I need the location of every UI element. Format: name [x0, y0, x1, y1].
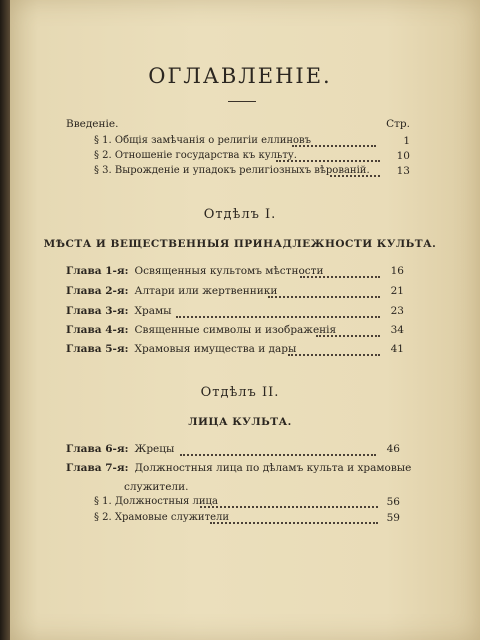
chapter-title: Храмы — [134, 305, 172, 317]
chapter-label: Глава 1-я: — [66, 265, 129, 277]
chapter-label: Глава 6-я: — [66, 443, 129, 455]
chapter-7 — [66, 462, 411, 474]
page-column-header: Стр. — [386, 118, 410, 130]
intro-section-1-page: 1 — [403, 135, 410, 147]
chapter-7-section-1: § 1. Должностныя лица — [94, 496, 218, 507]
part-2-title: Отдѣлъ II. — [200, 385, 280, 400]
leader-dots — [176, 316, 380, 318]
part-1-title: Отдѣлъ I. — [203, 207, 277, 222]
part-2-heading: ЛИЦА КУЛЬТА. — [188, 416, 292, 428]
leader-dots — [268, 296, 380, 298]
chapter-7-continuation: служители. — [124, 481, 189, 493]
chapter-7-section-1-page: 56 — [386, 496, 400, 508]
chapter-label: Глава 7-я: — [66, 462, 129, 474]
intro-label: Введеніе. — [66, 118, 119, 130]
part-1-heading: МѢСТА И ВЕЩЕСТВЕННЫЯ ПРИНАДЛЕЖНОСТИ КУЛЬТА. — [43, 238, 437, 250]
chapter-1-page: 16 — [390, 265, 404, 277]
book-spine-edge — [0, 0, 10, 640]
leader-dots — [210, 522, 378, 524]
chapter-3 — [66, 305, 172, 317]
leader-dots — [288, 354, 380, 356]
chapter-7-section-2-page: 59 — [386, 512, 400, 524]
intro-section-2-page: 10 — [396, 150, 410, 162]
intro-section-2: § 2. Отношеніе государства къ культу. — [94, 150, 297, 161]
title-rule — [228, 101, 256, 102]
chapter-6-page: 46 — [386, 443, 400, 455]
chapter-label: Глава 4-я: — [66, 324, 129, 336]
chapter-5-page: 41 — [390, 343, 404, 355]
page-title: ОГЛАВЛЕНІЕ. — [148, 64, 332, 88]
chapter-title: Жрецы — [134, 443, 175, 455]
chapter-title: Алтари или жертвенники — [134, 285, 278, 297]
intro-section-3-page: 13 — [396, 165, 410, 177]
chapter-5 — [66, 343, 296, 355]
chapter-7-section-2: § 2. Храмовые служители — [94, 512, 230, 523]
intro-section-1: § 1. Общія замѣчанія о религіи еллиновъ — [94, 135, 312, 146]
chapter-label: Глава 5-я: — [66, 343, 129, 355]
chapter-title: Священные символы и изображенія — [134, 324, 337, 336]
chapter-title: Храмовыя имущества и дары — [134, 343, 297, 355]
leader-dots — [316, 335, 380, 337]
leader-dots — [180, 454, 376, 456]
chapter-6 — [66, 443, 174, 455]
leader-dots — [330, 175, 380, 177]
chapter-title: Должностныя лица по дѣламъ культа и храмовые — [134, 462, 412, 474]
leader-dots — [200, 506, 378, 508]
chapter-title: Освященныя культомъ мѣстности — [134, 265, 324, 277]
chapter-label: Глава 2-я: — [66, 285, 129, 297]
chapter-2 — [66, 285, 277, 297]
chapter-label: Глава 3-я: — [66, 305, 129, 317]
book-page — [10, 0, 480, 640]
leader-dots — [276, 160, 380, 162]
chapter-4-page: 34 — [390, 324, 404, 336]
chapter-2-page: 21 — [390, 285, 404, 297]
chapter-4 — [66, 324, 336, 336]
leader-dots — [292, 145, 376, 147]
chapter-1 — [66, 265, 323, 277]
intro-section-3: § 3. Вырожденіе и упадокъ религіозныхъ вѣрованій. — [94, 165, 370, 176]
chapter-3-page: 23 — [390, 305, 404, 317]
leader-dots — [300, 276, 380, 278]
